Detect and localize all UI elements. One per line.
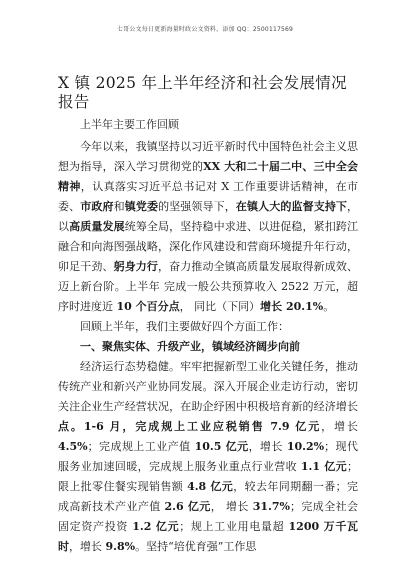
text-run-bold: 10.5 亿元 [194, 440, 249, 453]
text-run-bold: 1200 万千瓦时 [58, 520, 359, 553]
text-run-bold: 10.2% [286, 440, 325, 453]
text-run: 经济运行态势稳健。牢牢把握新型工业化关键任务，推动传统产业和新兴产业协同发展。深入开展企业走访行动，密切关注企业生产经营状况，在助企纾困中积极培育新的经济增长 [58, 360, 358, 413]
text-run-bold: 4.5% [58, 440, 88, 453]
text-run-bold: 1.2 亿元 [132, 520, 180, 533]
text-run: 统筹全局，坚持稳中求进、以进促稳，紧扣跨江融合和向海图强战略，深化作风建设和营商环境提升年行动，卯足干劲、 [58, 220, 359, 273]
text-run: 。 [323, 300, 335, 313]
text-run: ， 同比（下同） [179, 300, 261, 313]
text-run: 和 [113, 200, 125, 213]
paragraph-overview [58, 137, 358, 317]
text-run: 今年以来，我镇坚持以习近平新时代中国特色社会主义思想为指导，深入学习贯彻党的 [58, 140, 358, 173]
section-intro-heading: 上半年主要工作回顾 [80, 118, 179, 131]
text-run: ，增长 [321, 420, 359, 433]
text-run: ；限上批零住餐实现销售额 [58, 460, 359, 493]
text-run: ，奋力推动全镇高质量发展取得新成效、迈上新台阶。上半年 完成一般公共预算收入 2522 万元，超序时进度近 [58, 260, 359, 313]
text-run: ；完成全社会固定资产投资 [58, 500, 359, 533]
text-run: ；现代服务业加速回暖，完成规上服务业重点行业营收 [58, 440, 359, 473]
text-run: ；完成规上工业产值 [87, 440, 195, 453]
text-run: 的坚强领导下， [158, 200, 236, 213]
text-run-bold: 1.1 亿元 [300, 460, 348, 473]
text-run-bold: 10 个百分点 [116, 300, 180, 313]
text-run-bold: 4.8 亿元 [187, 480, 234, 493]
text-run-bold: 点。 [58, 420, 84, 433]
text-run: ，增长 [248, 440, 287, 453]
text-run-bold: XX 大和二十届二中、三中全会精神 [58, 160, 359, 193]
text-run: ，认真落实习近平总书记对 X 工作重要讲话精神，在市委、 [58, 180, 359, 213]
text-run: ， 增长 [210, 500, 253, 513]
text-run-bold: 1-6 月，完成规上工业应税销售 [83, 420, 271, 433]
page-header-note: 七哥公文每日更新海量时政公文资料，添加 QQ：2500117569 [116, 26, 294, 33]
paragraph-economy [58, 357, 358, 557]
text-run: ，以 [58, 200, 359, 233]
text-run-bold: 增长 20.1% [260, 300, 324, 313]
text-run: 。坚持“培优育强”工作思 [135, 540, 257, 553]
text-run-bold: 9.8% [105, 540, 136, 553]
text-run-bold: 7.9 亿元 [270, 420, 322, 433]
document-title: X 镇 2025 年上半年经济和社会发展情况报告 [58, 74, 347, 111]
text-run-bold: 市政府 [80, 200, 114, 213]
text-run-bold: 躬身力行 [113, 260, 159, 273]
text-run: ，增长 [69, 540, 106, 553]
section-heading-1: 一、聚焦实体、升级产业，镇域经济阔步向前 [80, 340, 300, 353]
text-run: ，较去年同期翻一番；完成高新技术产业产值 [58, 480, 359, 513]
text-run-bold: 镇党委 [124, 200, 159, 213]
text-run-bold: 31.7% [252, 500, 290, 513]
paragraph-review: 回顾上半年，我们主要做好四个方面工作： [80, 320, 289, 333]
document-page [58, 74, 358, 557]
text-run-bold: 在镇人大的监督支持下 [235, 200, 348, 213]
text-run-bold: 高质量发展 [69, 220, 125, 233]
text-run-bold: 2.6 亿元 [164, 500, 211, 513]
text-run: ；规上工业用电量超 [179, 520, 289, 533]
